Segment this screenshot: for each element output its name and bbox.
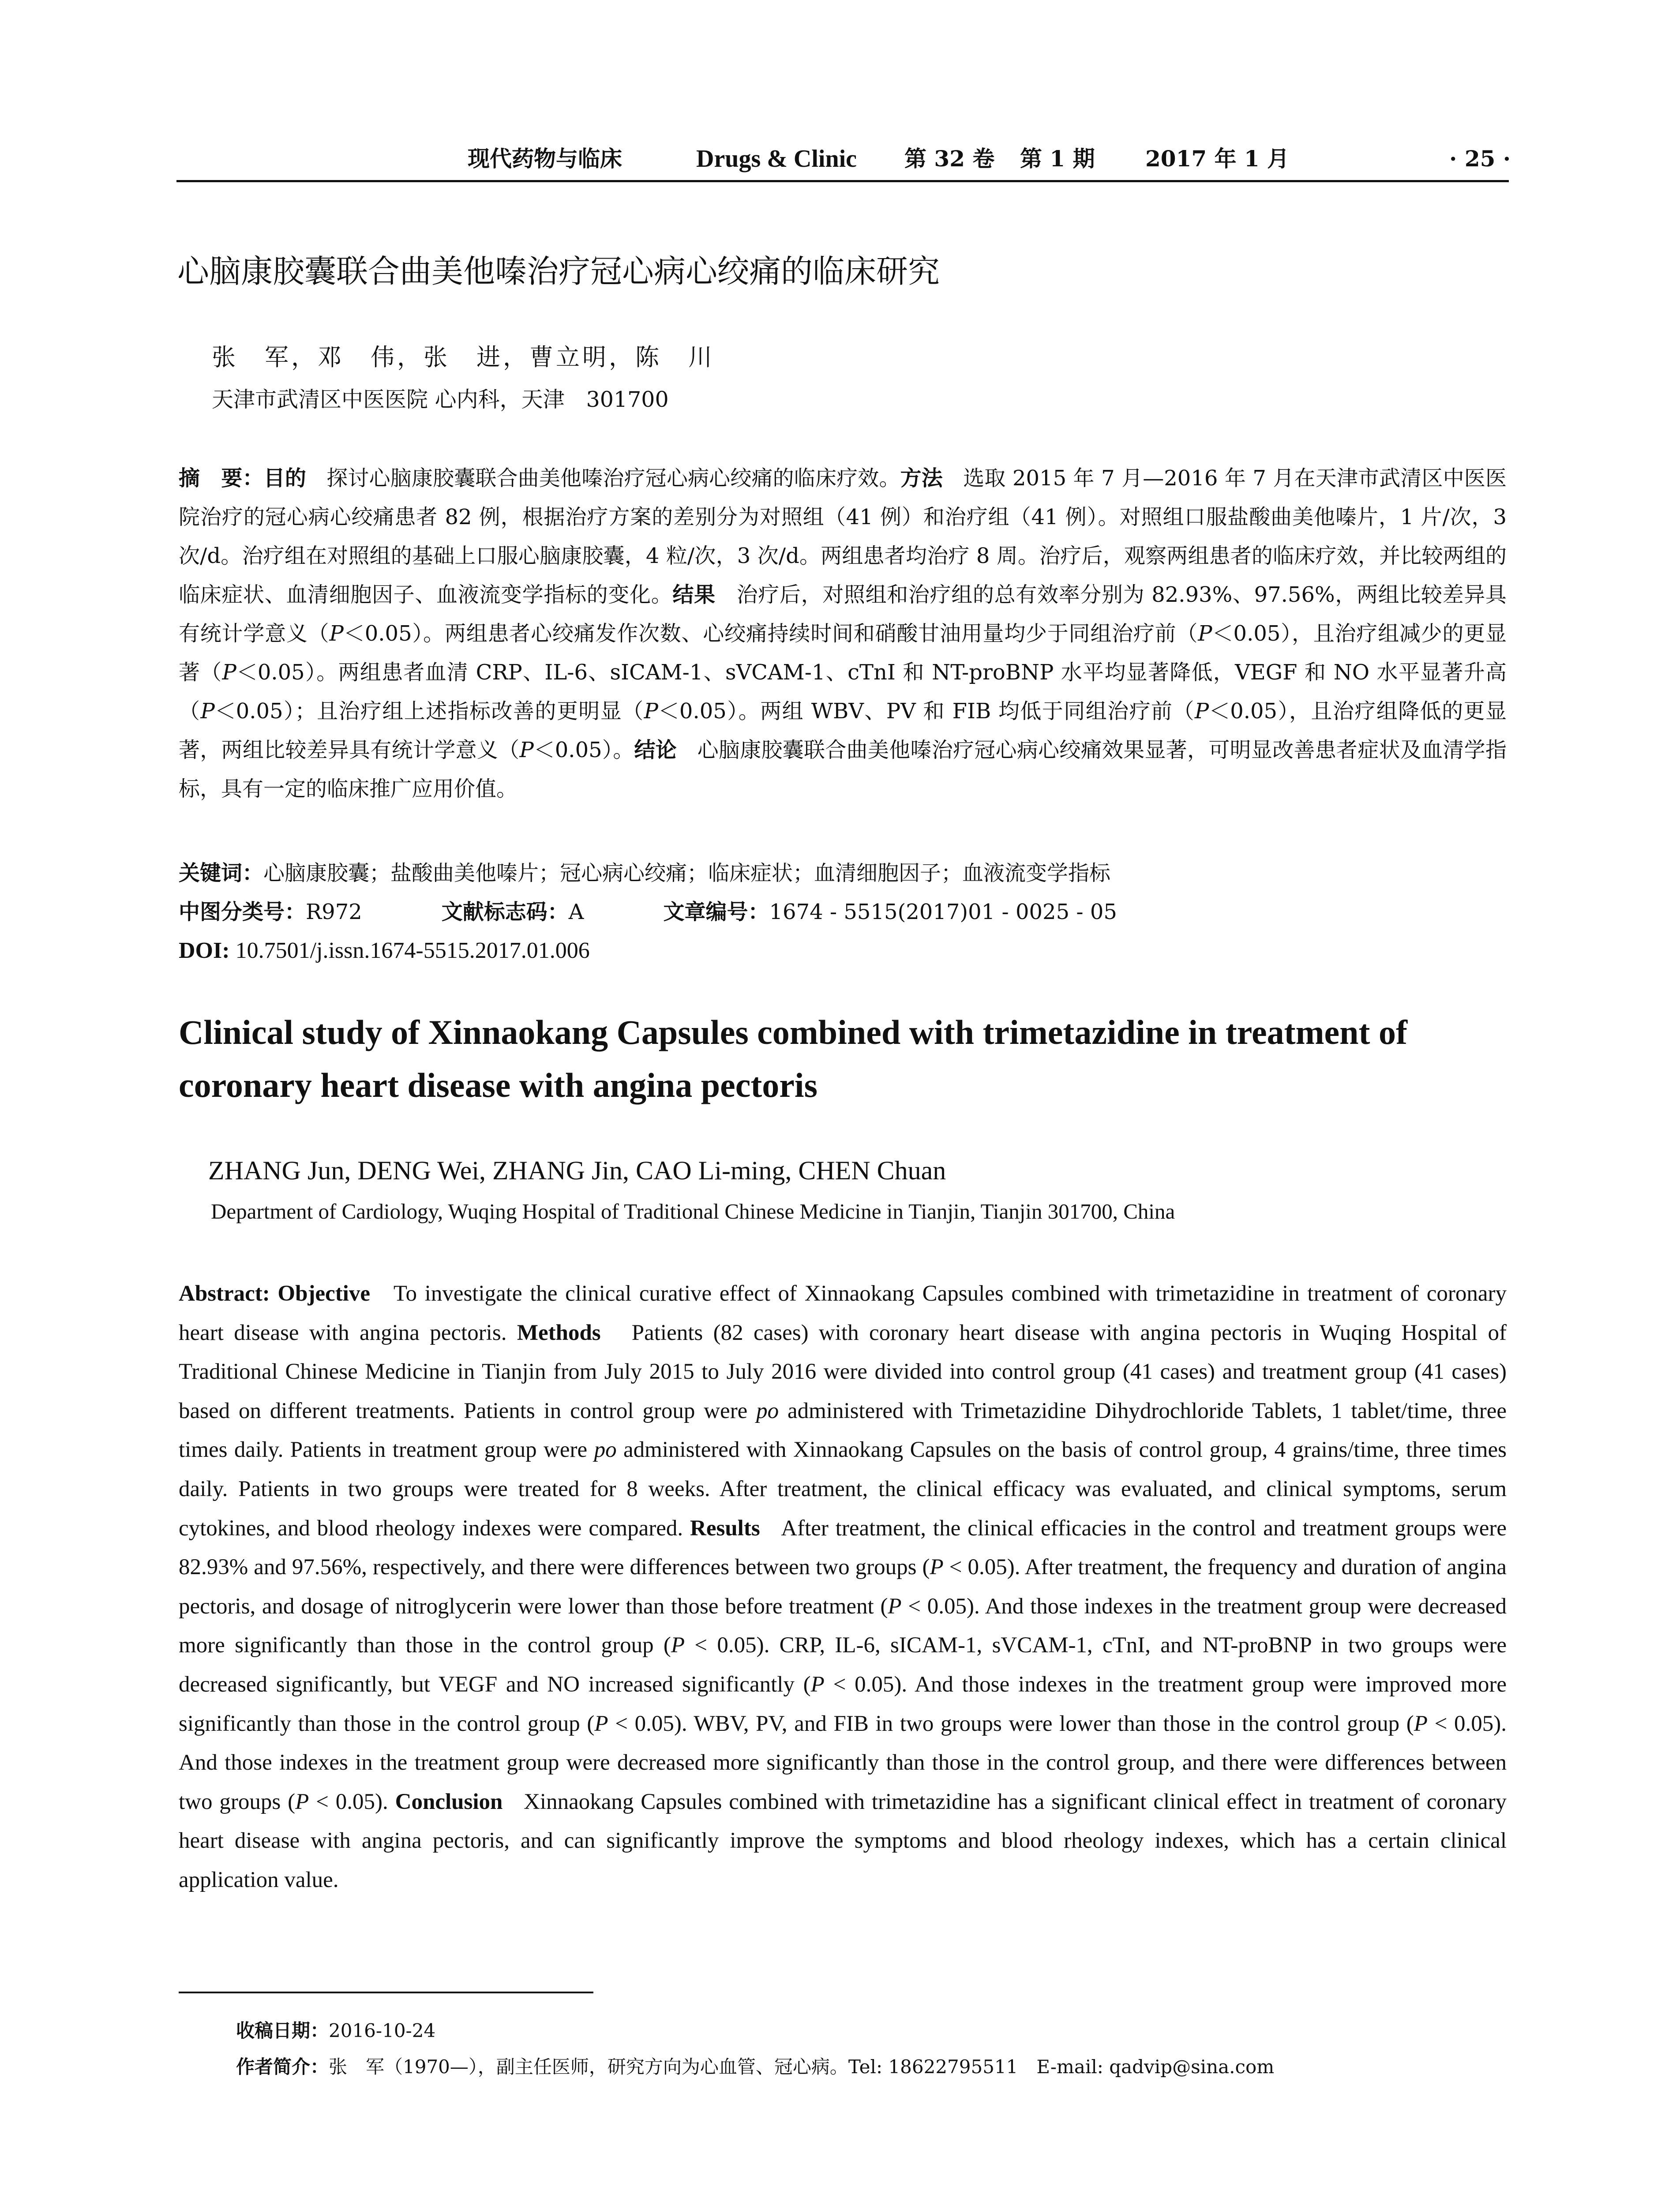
results-text-cn: ＜0.05）。两组 WBV、PV 和 FIB 均低于同组治疗前（ [658, 699, 1195, 724]
journal-name-en: Drugs & Clinic [696, 145, 857, 173]
doi-line [179, 931, 1507, 970]
p-value-symbol: P [1194, 699, 1209, 724]
journal-issue: 第 1 期 [1020, 146, 1095, 172]
keywords-cn [179, 854, 1507, 893]
article-title-en: Clinical study of Xinnaokang Capsules combined with trimetazidine in treatment of coronary heart disease with angina pectoris [179, 1013, 1407, 1104]
conclusion-label-en: Conclusion [395, 1789, 503, 1814]
po-abbrev: po [594, 1437, 617, 1463]
results-text-cn: 治疗后，对照组和治疗组的总有效率分别为 82.93%、97.56%，两组比较差异具有统计学意义（ [179, 582, 1507, 646]
po-abbrev: po [756, 1398, 779, 1423]
results-label-cn: 结果 [672, 582, 716, 607]
classification-line [179, 893, 1507, 931]
bio-text: 张 军（1970—），副主任医师，研究方向为心血管、冠心病。Tel: 18622795511 E-mail: qadvip@sina.com [329, 2056, 1275, 2078]
results-text-cn: ＜0.05），且治疗组降低的更显著，两组比较差异具有统计学意义（ [179, 699, 1507, 762]
p-value-symbol: P [295, 1789, 309, 1814]
received-label: 收稿日期： [236, 2020, 329, 2041]
received-value: 2016-10-24 [329, 2020, 436, 2041]
abstract-cn [179, 459, 1507, 808]
p-value-symbol: P [519, 738, 534, 762]
clc-value: R972 [306, 900, 362, 924]
methods-text-en: administered with Trimetazidine Dihydrochloride Tablets, 1 tablet/time, three times daily. Patients in treatment group were [179, 1398, 1507, 1463]
objective-text-en: To investigate the clinical curative effect of Xinnaokang Capsules combined with trimetazidine in treatment of coronary heart disease with angina pectoris. [179, 1281, 1507, 1345]
methods-label-en: Methods [517, 1320, 601, 1345]
methods-text-cn: 选取 2015 年 7 月—2016 年 7 月在天津市武清区中医医院治疗的冠心病心绞痛患者 82 例，根据治疗方案的差别分为对照组（41 例）和治疗组（41 例）。对照组口服盐酸曲美他嗪片，1 片/次，3 次/d。治疗组在对照组的基础上口服心脑康胶囊，4 粒/次，3 次/d。两组患者均治疗 8 周。治疗后，观察两组患者的临床疗效，并比较两组的临床症状、血清细胞因子、血液流变学指标的变化。 [179, 466, 1507, 607]
abstract-en [179, 1274, 1507, 1900]
received-date [236, 2015, 435, 2046]
p-value-symbol: P [200, 699, 215, 724]
conclusion-text-en: Xinnaokang Capsules combined with trimetazidine has a significant clinical effect in treatment of coronary heart disease with angina pectoris, and can significantly improve the symptoms and blood rheology indexes, which has a certain clinical application value. [179, 1789, 1507, 1892]
p-value-symbol: P [1414, 1711, 1428, 1736]
p-value-symbol: P [1198, 621, 1212, 646]
results-text-en: < 0.05). WBV, PV, and FIB in two groups were lower than those in the control group ( [608, 1711, 1414, 1736]
methods-label-cn: 方法 [900, 466, 943, 491]
results-text-en: < 0.05). And those indexes in the treatment group were decreased more significantly than those in the control group, and there were differences between two groups ( [179, 1711, 1507, 1814]
methods-text-en: Patients (82 cases) with coronary heart disease with angina pectoris in Wuqing Hospital of Traditional Chinese Medicine in Tianjin from July 2015 to July 2016 were divided into control group (41 cases) and treatment group (41 cases) based on different treatments. Patients in control group were [179, 1320, 1507, 1423]
results-text-cn: ＜0.05）。 [533, 738, 634, 762]
keywords-text-cn: 心脑康胶囊；盐酸曲美他嗪片；冠心病心绞痛；临床症状；血清细胞因子；血液流变学指标 [263, 861, 1111, 885]
journal-volume: 第 32 卷 [904, 146, 995, 172]
article-number-value: 1674 - 5515(2017)01 - 0025 - 05 [769, 900, 1117, 924]
p-value-symbol: P [888, 1594, 902, 1619]
p-value-symbol: P [594, 1711, 608, 1736]
results-text-cn: ＜0.05）。两组患者血清 CRP、IL-6、sICAM-1、sVCAM-1、cTnI 和 NT-proBNP 水平均显著降低，VEGF 和 NO 水平显著升高（ [179, 660, 1507, 724]
journal-date: 2017 年 1 月 [1145, 146, 1290, 172]
authors-en: ZHANG Jun, DENG Wei, ZHANG Jin, CAO Li-ming, CHEN Chuan [208, 1156, 946, 1185]
article-number-label: 文章编号： [663, 900, 769, 924]
keywords-label-cn: 关键词： [179, 861, 264, 885]
bio-label: 作者简介： [236, 2056, 329, 2078]
results-text-en: After treatment, the clinical efficacies in the control and treatment groups were 82.93% and 97.56%, respectively, and there were differences between two groups ( [179, 1516, 1507, 1580]
results-text-cn: ＜0.05）；且治疗组上述指标改善的更明显（ [214, 699, 644, 724]
p-value-symbol: P [329, 621, 344, 646]
clc-label: 中图分类号： [179, 900, 306, 924]
doi-label: DOI: [179, 938, 230, 963]
article-title-cn: 心脑康胶囊联合曲美他嗪治疗冠心病心绞痛的临床研究 [177, 253, 940, 290]
header-rule [176, 180, 1509, 182]
authors-cn: 张 军，邓 伟，张 进，曹立明，陈 川 [212, 343, 715, 371]
doi-value: 10.7501/j.issn.1674-5515.2017.01.006 [235, 938, 590, 963]
abstract-objective-label-en: Abstract: Objective [179, 1281, 370, 1306]
p-value-symbol: P [644, 699, 658, 724]
conclusion-text-cn: 心脑康胶囊联合曲美他嗪治疗冠心病心绞痛效果显著，可明显改善患者症状及血清学指标，具有一定的临床推广应用价值。 [179, 738, 1507, 801]
results-text-en: < 0.05). [309, 1789, 388, 1814]
objective-label-cn: 目的 [263, 466, 306, 491]
conclusion-label-cn: 结论 [634, 738, 677, 762]
results-label-en: Results [690, 1516, 760, 1541]
affiliation-cn: 天津市武清区中医医院 心内科，天津 301700 [212, 387, 669, 412]
journal-name-cn: 现代药物与临床 [468, 146, 622, 172]
results-text-en: < 0.05). And those indexes in the treatment group were improved more significantly than those in the control group ( [179, 1672, 1507, 1736]
p-value-symbol: P [671, 1633, 685, 1658]
doc-code-label: 文献标志码： [441, 900, 569, 924]
p-value-symbol: P [222, 660, 236, 685]
affiliation-en: Department of Cardiology, Wuqing Hospital of Traditional Chinese Medicine in Tianjin, Tianjin 301700, China [211, 1199, 1175, 1223]
results-text-en: < 0.05). And those indexes in the treatment group were decreased more significantly than those in the control group ( [179, 1594, 1507, 1658]
footnote-rule [179, 1992, 593, 1993]
objective-text-cn: 探讨心脑康胶囊联合曲美他嗪治疗冠心病心绞痛的临床疗效。 [326, 466, 900, 491]
p-value-symbol: P [930, 1555, 944, 1580]
results-text-en: < 0.05). CRP, IL-6, sICAM-1, sVCAM-1, cTnI, and NT-proBNP in two groups were decreased significantly, but VEGF and NO increased significantly ( [179, 1633, 1507, 1697]
abstract-label-cn: 摘 要： [179, 466, 264, 491]
methods-text-en: administered with Xinnaokang Capsules on the basis of control group, 4 grains/time, three times daily. Patients in two groups were treated for 8 weeks. After treatment, the clinical efficacy was evaluated, and clinical symptoms, serum cytokines, and blood rheology indexes were compared. [179, 1437, 1507, 1541]
results-text-cn: ＜0.05），且治疗组减少的更显著（ [179, 621, 1507, 685]
p-value-symbol: P [810, 1672, 825, 1697]
results-text-cn: ＜0.05）。两组患者心绞痛发作次数、心绞痛持续时间和硝酸甘油用量均少于同组治疗前（ [343, 621, 1198, 646]
doc-code-value: A [568, 900, 584, 924]
running-header [176, 140, 1509, 177]
results-text-en: < 0.05). After treatment, the frequency and duration of angina pectoris, and dosage of nitroglycerin were lower than those before treatment ( [179, 1555, 1507, 1619]
author-bio [236, 2052, 1274, 2082]
page-number: · 25 · [1449, 146, 1511, 172]
